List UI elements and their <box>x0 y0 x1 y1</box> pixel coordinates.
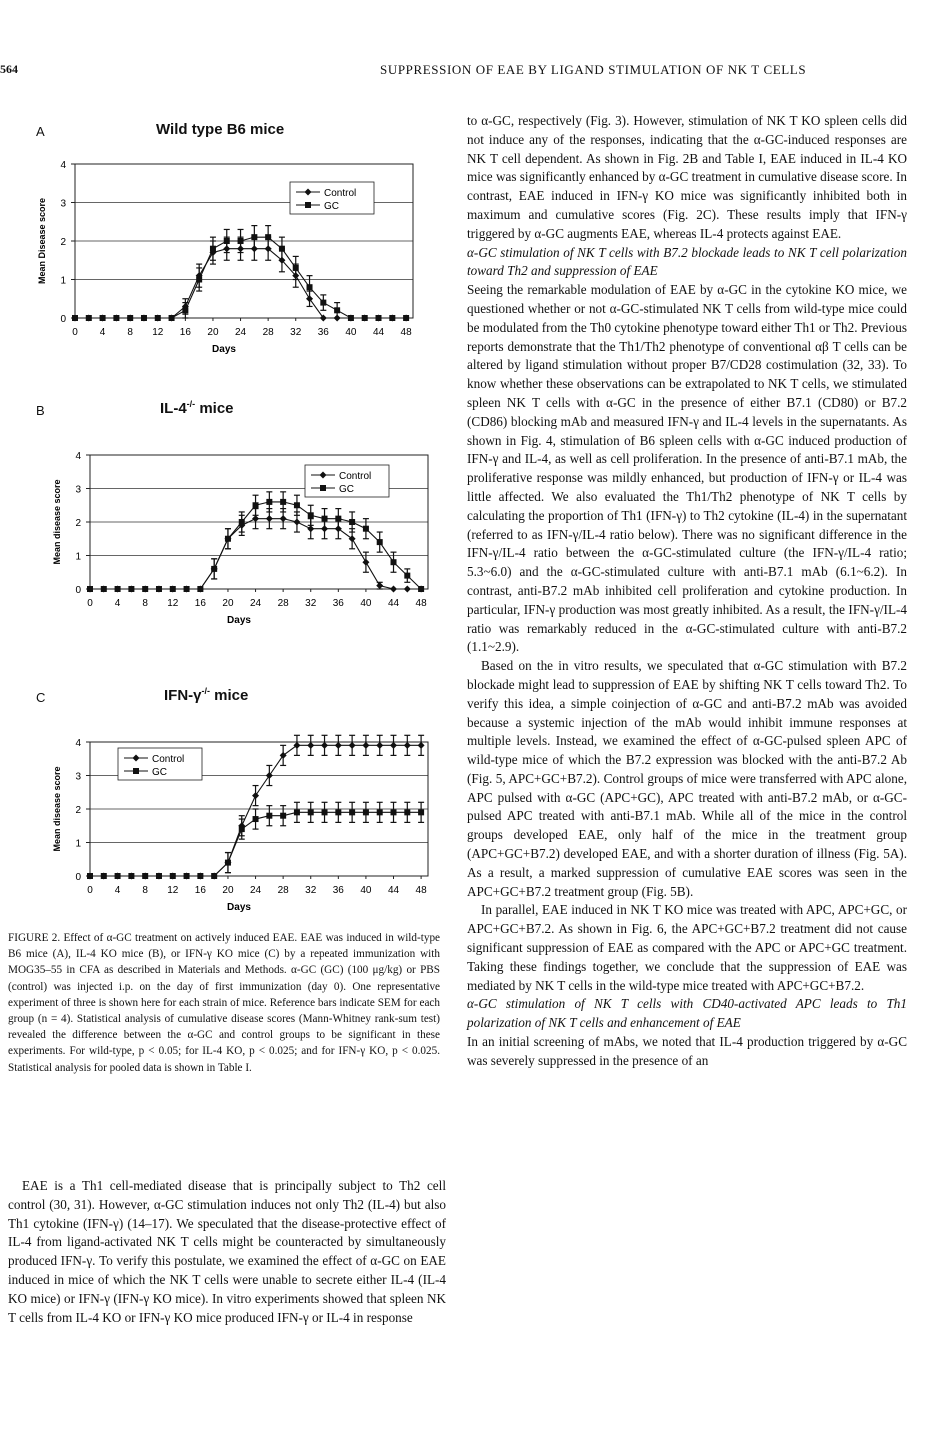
x-axis-label: Days <box>212 344 236 355</box>
data-point-gc <box>170 873 176 879</box>
data-point-control <box>252 515 259 522</box>
data-point-gc <box>389 315 395 321</box>
data-point-control <box>321 742 328 749</box>
x-tick-label: 24 <box>249 885 262 896</box>
data-point-gc <box>335 809 341 815</box>
data-point-gc <box>156 586 162 592</box>
data-point-gc <box>363 809 369 815</box>
data-point-gc <box>362 315 368 321</box>
data-point-gc <box>142 873 148 879</box>
data-point-gc <box>239 826 245 832</box>
data-point-gc <box>87 586 93 592</box>
y-tick-label: 3 <box>75 771 81 783</box>
y-tick-label: 0 <box>60 314 66 325</box>
x-tick-label: 24 <box>234 327 247 338</box>
x-tick-label: 32 <box>305 885 317 896</box>
x-tick-label: 40 <box>360 598 372 609</box>
data-point-gc <box>294 809 300 815</box>
data-point-gc <box>391 809 397 815</box>
data-point-gc <box>184 873 190 879</box>
data-point-gc <box>210 246 216 252</box>
data-point-gc <box>100 315 106 321</box>
data-point-gc <box>320 300 326 306</box>
data-point-gc <box>403 315 409 321</box>
page-number: 564 <box>0 62 18 76</box>
x-tick-label: 8 <box>142 598 148 609</box>
data-point-gc <box>225 536 231 542</box>
data-point-gc <box>253 816 259 822</box>
x-tick-label: 4 <box>99 327 106 338</box>
left-column <box>8 1177 446 1327</box>
data-point-control <box>252 792 259 799</box>
x-tick-label: 48 <box>415 885 427 896</box>
figure-caption: FIGURE 2. Effect of α-GC treatment on actively induced EAE. EAE was induced in wild-type B6 mice (A), IL-4 KO mice (B), or IFN-γ KO mice (C) by a repeated immunization with MOG35–55 in CFA as described in Materials and Methods. α-GC (GC) (100 μg/kg) or PBS (control) was injected i.p. on the day of first immunization (day 0). One representative experiment of three is shown here for each strain of mice. Reference bars indicate SEM for each group (n = 4). Statistical analysis of cumulative disease scores (Mann-Whitney rank-sum test) revealed the difference between the α-GC and control groups to be significant in these experiments. For wild-type, p < 0.05; for IL-4 KO, p < 0.025; and for IFN-γ KO, p < 0.025. Statistical analysis for pooled data is shown in Table I. <box>8 932 440 1074</box>
data-point-gc <box>280 499 286 505</box>
data-point-gc <box>307 284 313 290</box>
x-tick-label: 8 <box>127 327 133 338</box>
legend-label: GC <box>339 484 354 495</box>
x-tick-label: 0 <box>87 598 93 609</box>
body-paragraph: EAE is a Th1 cell-mediated disease that is principally subject to Th2 cell control (30, 31). However, α-GC stimulation induces not only Th2 (IL-4) but also Th1 cytokine (IFN-γ) (14–17). We speculated that the disease-protective effect of IL-4 from ligand-activated NK T cells might be counteracted by simultaneously produced IFN-γ. To verify this postulate, we examined the effect of α-GC on EAE induced in mice of which the NK T cells were unable to secrete either IL-4 (IL-4 KO mice) or IFN-γ (IFN-γ KO mice). In vitro experiments showed that spleen NK T cells from IL-4 KO or IFN-γ KO mice produced IFN-γ or IL-4 in response <box>8 1178 446 1325</box>
data-point-gc <box>308 512 314 518</box>
data-point-gc <box>418 586 424 592</box>
x-tick-label: 24 <box>249 598 262 609</box>
running-title: SUPPRESSION OF EAE BY LIGAND STIMULATION OF NK T CELLS <box>380 62 807 77</box>
data-point-gc <box>224 238 230 244</box>
data-point-gc <box>280 813 286 819</box>
data-point-gc <box>115 586 121 592</box>
data-point-control <box>418 742 425 749</box>
data-point-gc <box>211 566 217 572</box>
data-point-control <box>320 315 327 322</box>
section-heading: α-GC stimulation of NK T cells with B7.2 blockade leads to NK T cell polarization toward Th2 and suppression of EAE <box>467 244 907 279</box>
data-point-gc <box>293 265 299 271</box>
x-tick-label: 4 <box>114 885 121 896</box>
x-tick-label: 28 <box>277 598 289 609</box>
data-point-gc <box>294 502 300 508</box>
legend-label: GC <box>152 767 167 778</box>
x-tick-label: 40 <box>360 885 372 896</box>
data-point-gc <box>253 502 259 508</box>
x-axis-label: Days <box>227 615 251 626</box>
data-point-control <box>390 586 397 593</box>
data-point-gc <box>418 809 424 815</box>
data-point-gc <box>142 586 148 592</box>
x-tick-label: 8 <box>142 885 148 896</box>
legend-label: GC <box>324 201 339 212</box>
data-point-control <box>266 772 273 779</box>
data-point-gc <box>115 873 121 879</box>
data-point-control <box>390 742 397 749</box>
data-point-gc <box>156 873 162 879</box>
data-point-gc <box>127 315 133 321</box>
x-tick-label: 20 <box>222 598 234 609</box>
chart-panel-c <box>30 728 440 928</box>
x-tick-label: 44 <box>387 598 400 609</box>
body-paragraph: In an initial screening of mAbs, we noted that IL-4 production triggered by α-GC was severely suppressed in the presence of an <box>467 1034 907 1068</box>
data-point-gc <box>128 873 134 879</box>
data-point-gc <box>197 586 203 592</box>
data-point-control <box>349 742 356 749</box>
data-point-gc <box>349 519 355 525</box>
x-tick-label: 44 <box>387 885 400 896</box>
legend-marker <box>320 485 326 491</box>
data-point-gc <box>87 873 93 879</box>
data-point-gc <box>308 809 314 815</box>
data-point-gc <box>197 873 203 879</box>
y-tick-label: 1 <box>60 275 66 287</box>
data-point-control <box>376 582 383 589</box>
x-tick-label: 16 <box>194 885 206 896</box>
data-point-gc <box>169 315 175 321</box>
data-point-gc <box>376 315 382 321</box>
data-point-gc <box>391 559 397 565</box>
y-tick-label: 1 <box>75 551 81 563</box>
y-tick-label: 3 <box>75 484 81 496</box>
data-point-control <box>280 515 287 522</box>
y-tick-label: 2 <box>75 518 81 529</box>
y-tick-label: 4 <box>75 738 81 749</box>
x-tick-label: 32 <box>290 327 302 338</box>
legend-label: Control <box>339 471 372 482</box>
body-paragraph: In parallel, EAE induced in NK T KO mice was treated with APC, APC+GC, or APC+GC+B7.2. As shown in Fig. 6, the APC+GC+B7.2 treatment did not cause significant suppression of EAE as compared with the APC or APC+GC treatment. Taking these findings together, we conclude that the suppression of EAE was mediated by NK T cells in the wild-type mice treated with APC+GC+B7.2. <box>467 902 907 993</box>
y-tick-label: 2 <box>75 805 81 816</box>
x-tick-label: 12 <box>152 327 164 338</box>
data-point-gc <box>86 315 92 321</box>
x-tick-label: 28 <box>277 885 289 896</box>
x-tick-label: 36 <box>317 327 329 338</box>
body-paragraph: to α-GC, respectively (Fig. 3). However, stimulation of NK T KO spleen cells did not induce any of the responses, indicating that the α-GC-induced responses are NK T cell dependent. As shown in Fig. 2B and Table I, EAE induced in IL-4 KO mice was significantly enhanced by α-GC treatment in cumulative disease score. In contrast, EAE induced in IFN-γ KO mice was significantly inhibited both in maximum and cumulative scores (Fig. 2C). These results imply that IFN-γ triggered by α-GC augments EAE, whereas IL-4 protects against EAE. <box>467 113 907 241</box>
data-point-gc <box>128 586 134 592</box>
panel-title-b: IL-4-/- mice <box>160 399 234 417</box>
legend-marker <box>305 202 311 208</box>
data-point-control <box>266 515 273 522</box>
section-heading: α-GC stimulation of NK T cells with CD40-activated APC leads to Th1 polarization of NK T cells and enhancement of EAE <box>467 996 907 1031</box>
data-point-gc <box>349 809 355 815</box>
legend-label: Control <box>324 188 357 199</box>
data-point-gc <box>239 519 245 525</box>
y-axis-label: Mean disease score <box>52 766 62 852</box>
y-tick-label: 3 <box>60 198 66 210</box>
x-tick-label: 20 <box>207 327 219 338</box>
data-point-gc <box>141 315 147 321</box>
x-tick-label: 36 <box>332 885 344 896</box>
x-tick-label: 4 <box>114 598 121 609</box>
y-tick-label: 4 <box>60 160 66 171</box>
data-point-control <box>362 742 369 749</box>
right-column <box>467 112 907 1071</box>
data-point-control <box>335 742 342 749</box>
data-point-gc <box>251 234 257 240</box>
y-tick-label: 4 <box>75 451 81 462</box>
data-point-gc <box>266 813 272 819</box>
data-point-gc <box>196 277 202 283</box>
y-tick-label: 1 <box>75 838 81 850</box>
data-point-gc <box>322 516 328 522</box>
data-point-gc <box>184 586 190 592</box>
body-paragraph: Seeing the remarkable modulation of EAE by α-GC in the cytokine KO mice, we questioned whether or not α-GC-stimulated NK T cells from wild-type mice could be modulated from the Th0 cytokine phenotype toward either Th1 or Th2. Previous reports demonstrate that the Th1/Th2 phenotype of conventional αβ T cells can be altered by ligand stimulation without proper B7/CD28 costimulation (32, 33). To know whether these observations can be extrapolated to NK T cells, we stimulated spleen NK T cells with α-GC in the presence of either B7.1 (CD80) or B7.2 (CD86) blocking mAb and measured IFN-γ and IL-4 levels in the supernatants. As shown in Fig. 4, stimulation of B6 spleen cells with α-GC induced production of IFN-γ and IL-4, as well as cell proliferation. In the presence of anti-B7.1 mAb, the proliferative response was mildly enhanced, but production of IFN-γ or IL-4 was little affected. We also evaluated the Th1/Th2 phenotype of NK T cells by calculating the proportion of Th1 (IFN-γ) to Th2 cytokine (IL-4) in the supernatant (referred to as IFN-γ/IL-4 ratio below). There was no significant difference in the IFN-γ/IL-4 ratio between the α-GC-stimulated culture (the IFN-γ/IL-4 ratio; 5.3~6.0) and the α-GC-stimulated culture with anti-B7.1 mAb (6.1~6.2). In contrast, anti-B7.2 mAb inhibited cell proliferation and cytokine production. In particular, IFN-γ production was most greatly inhibited. As a result, the IFN-γ/IL-4 ratio was remarkably reduced in the α-GC-stimulated culture with anti-B7.2 (1.1~2.9). <box>467 282 907 655</box>
data-point-control <box>362 559 369 566</box>
panel-title-a: Wild type B6 mice <box>156 121 285 138</box>
y-tick-label: 2 <box>60 237 66 248</box>
y-tick-label: 0 <box>75 585 81 596</box>
panel-letter-c: C <box>36 690 46 705</box>
data-point-control <box>404 586 411 593</box>
x-tick-label: 44 <box>372 327 385 338</box>
x-tick-label: 16 <box>179 327 191 338</box>
data-point-gc <box>113 315 119 321</box>
data-point-gc <box>279 246 285 252</box>
data-point-gc <box>170 586 176 592</box>
panel-letter-a: A <box>36 124 45 139</box>
x-tick-label: 48 <box>415 598 427 609</box>
data-point-gc <box>211 873 217 879</box>
data-point-gc <box>266 499 272 505</box>
x-tick-label: 32 <box>305 598 317 609</box>
data-point-gc <box>348 315 354 321</box>
panel-letter-b: B <box>36 403 45 418</box>
data-point-control <box>404 742 411 749</box>
x-tick-label: 40 <box>345 327 357 338</box>
data-point-gc <box>265 234 271 240</box>
body-paragraph: Based on the in vitro results, we speculated that α-GC stimulation with B7.2 blockade might lead to suppression of EAE by shifting NK T cells toward Th2. To verify this idea, a simple coinjection of α-GC and anti-B7.2 mAb was avoided because a systemic injection of the mAb would inhibit immune responses at multiple levels. Instead, we examined the effect of α-GC-pulsed spleen APC of wild-type mice of which the B7.2 expression was blocked with the anti-B7.2 Ab (Fig. 5, APC+GC+B7.2). Control groups of mice were transferred with APC alone, APC pulsed with α-GC (APC+GC), APC treated with anti-B7.2 mAb, or α-GC-pulsed APC treated with anti-B7.1 mAb. While all of the mice in the control groups developed EAE, only half of the mice in the treatment group (APC+GC+B7.2) developed EAE, and with a shorter duration of illness (Fig. 5A). As a result, a marked suppression of cumulative EAE scores was seen in the APC+GC+B7.2 treatment group (Fig. 5B). <box>467 658 907 899</box>
panel-title-c: IFN-γ-/- mice <box>164 686 249 704</box>
data-point-gc <box>182 307 188 313</box>
data-point-gc <box>335 516 341 522</box>
x-tick-label: 20 <box>222 885 234 896</box>
data-point-gc <box>322 809 328 815</box>
data-point-control <box>376 742 383 749</box>
y-axis-label: Mean disease score <box>52 479 62 565</box>
data-point-control <box>307 742 314 749</box>
data-point-gc <box>72 315 78 321</box>
data-point-gc <box>238 238 244 244</box>
chart-panel-b <box>30 445 440 645</box>
x-tick-label: 12 <box>167 885 179 896</box>
data-point-gc <box>155 315 161 321</box>
data-point-gc <box>404 573 410 579</box>
x-tick-label: 16 <box>194 598 206 609</box>
data-point-control <box>307 525 314 532</box>
legend-label: Control <box>152 754 185 765</box>
data-point-gc <box>225 860 231 866</box>
data-point-gc <box>404 809 410 815</box>
data-point-gc <box>377 809 383 815</box>
x-tick-label: 0 <box>72 327 78 338</box>
data-point-gc <box>334 307 340 313</box>
data-point-gc <box>363 526 369 532</box>
x-axis-label: Days <box>227 902 251 913</box>
y-tick-label: 0 <box>75 872 81 883</box>
chart-panel-a <box>30 150 440 370</box>
legend-marker <box>133 768 139 774</box>
data-point-gc <box>101 873 107 879</box>
x-tick-label: 0 <box>87 885 93 896</box>
x-tick-label: 28 <box>262 327 274 338</box>
x-tick-label: 36 <box>332 598 344 609</box>
data-point-control <box>293 519 300 526</box>
y-axis-label: Mean Disease score <box>37 197 47 285</box>
data-point-gc <box>377 539 383 545</box>
data-point-gc <box>101 586 107 592</box>
x-tick-label: 48 <box>400 327 412 338</box>
x-tick-label: 12 <box>167 598 179 609</box>
